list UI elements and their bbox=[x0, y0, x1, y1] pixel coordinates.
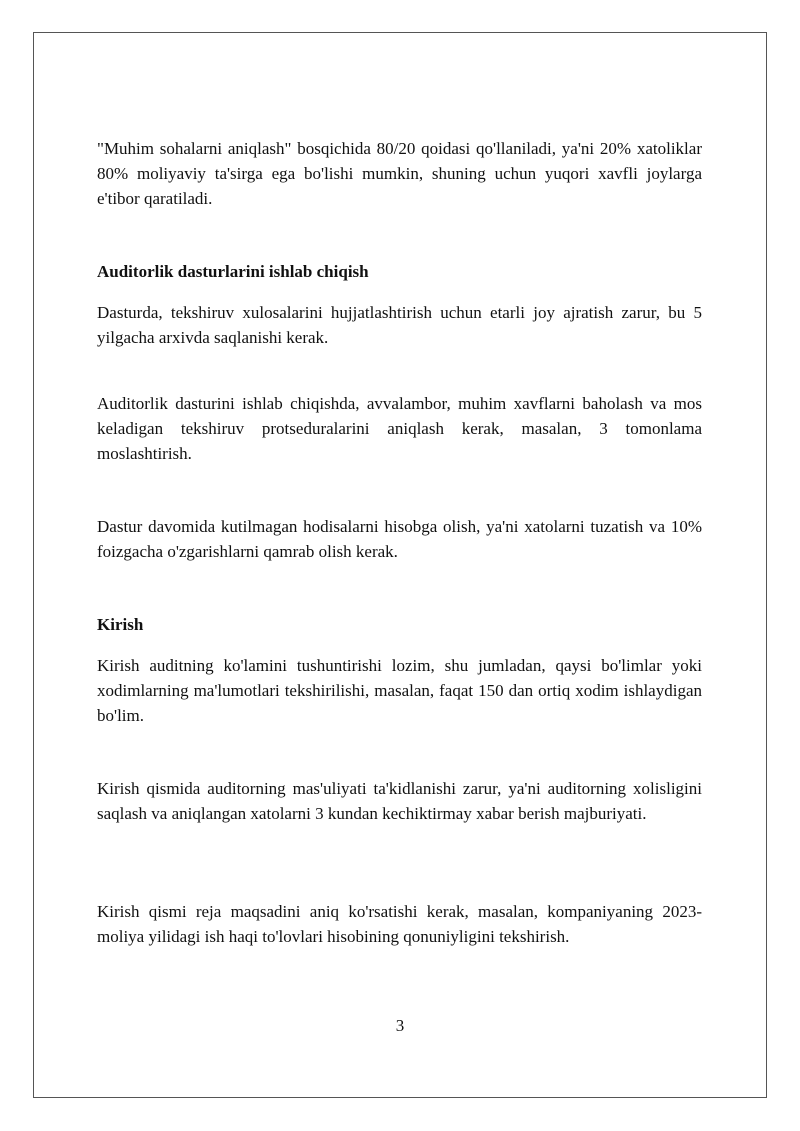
paragraph-documentation-space: Dasturda, tekshiruv xulosalarini hujjatlashtirish uchun etarli joy ajratish zarur, bu 5 yilgacha arxivda saqlanishi kerak. bbox=[97, 303, 702, 347]
paragraph-auditor-responsibility: Kirish qismida auditorning mas'uliyati ta'kidlanishi zarur, ya'ni auditorning xolisligini saqlash va aniqlangan xatolarni 3 kundan kechiktirmay xabar berish majburiyati. bbox=[97, 779, 702, 823]
section-heading-introduction: Kirish bbox=[97, 615, 144, 634]
page-number: 3 bbox=[395, 1016, 405, 1035]
paragraph-plan-objective: Kirish qismi reja maqsadini aniq ko'rsatishi kerak, masalan, kompaniyaning 2023-moliya yilidagi ish haqi to'lovlari hisobining qonuniyligini tekshirish. bbox=[97, 902, 702, 946]
paragraph-risk-assessment: Auditorlik dasturini ishlab chiqishda, avvalambor, muhim xavflarni baholash va mos keladigan tekshiruv protseduralarini aniqlash kerak, masalan, 3 tomonlama moslashtirish. bbox=[97, 394, 702, 463]
paragraph-unexpected-events: Dastur davomida kutilmagan hodisalarni hisobga olish, ya'ni xatolarni tuzatish va 10% foizgacha o'zgarishlarni qamrab olish kerak. bbox=[97, 517, 702, 561]
paragraph-pareto-rule: "Muhim sohalarni aniqlash" bosqichida 80/20 qoidasi qo'llaniladi, ya'ni 20% xatoliklar 80% moliyaviy ta'sirga ega bo'lishi mumkin, shuning uchun yuqori xavfli joylarga e'tibor qaratiladi. bbox=[97, 139, 702, 208]
paragraph-audit-scope: Kirish auditning ko'lamini tushuntirishi lozim, shu jumladan, qaysi bo'limlar yoki xodimlarning ma'lumotlari tekshirilishi, masalan, faqat 150 dan ortiq xodim ishlaydigan bo'lim. bbox=[97, 656, 702, 725]
section-heading-audit-programs: Auditorlik dasturlarini ishlab chiqish bbox=[97, 262, 369, 281]
